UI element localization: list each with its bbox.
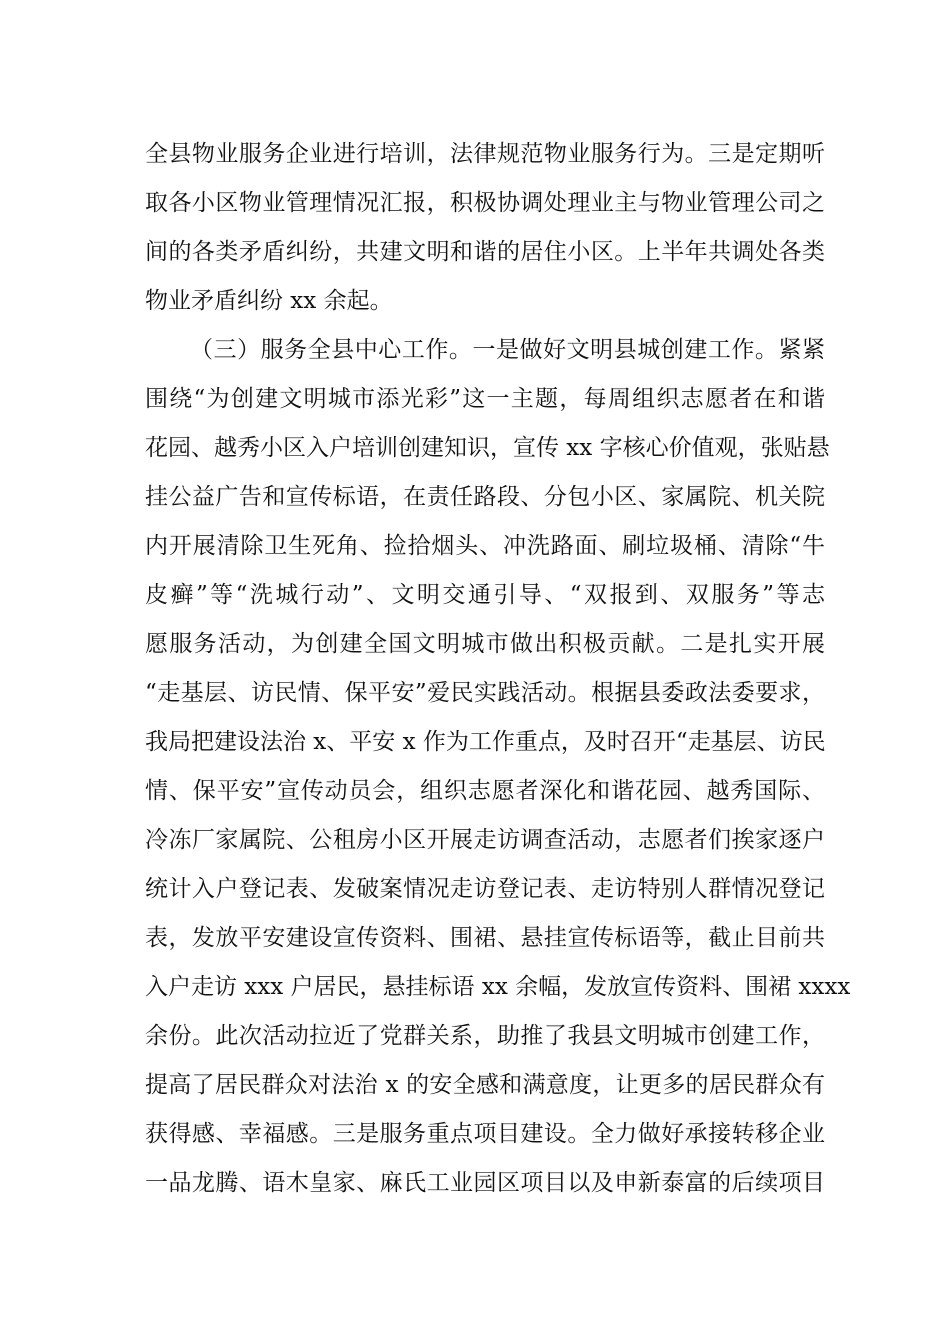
text-line: 入户走访 xxx 户居民，悬挂标语 xx 余幅，发放宣传资料、围裙 xxxx <box>145 974 851 1000</box>
text-line: 愿服务活动，为创建全国文明城市做出积极贡献。二是扎实开展 <box>145 631 825 657</box>
text-line: 提高了居民群众对法治 x 的安全感和满意度，让更多的居民群众有 <box>145 1072 825 1098</box>
text-line: 表，发放平安建设宣传资料、围裙、悬挂宣传标语等，截止目前共 <box>145 925 825 951</box>
text-line: 花园、越秀小区入户培训创建知识，宣传 xx 字核心价值观，张贴悬 <box>145 435 830 461</box>
text-line: 情、保平安”宣传动员会，组织志愿者深化和谐花园、越秀国际、 <box>145 778 825 804</box>
text-line: 围绕“为创建文明城市添光彩”这一主题，每周组织志愿者在和谐 <box>145 386 825 412</box>
text-line: 冷冻厂家属院、公租房小区开展走访调查活动，志愿者们挨家逐户 <box>145 827 825 853</box>
text-line: 我局把建设法治 x、平安 x 作为工作重点，及时召开“走基层、访民 <box>145 729 826 755</box>
text-line: 统计入户登记表、发破案情况走访登记表、走访特别人群情况登记 <box>145 876 825 902</box>
paragraph-first-line: （三）服务全县中心工作。一是做好文明县城创建工作。紧紧 <box>190 337 825 363</box>
text-line: 间的各类矛盾纠纷，共建文明和谐的居住小区。上半年共调处各类 <box>145 239 825 265</box>
text-line: 一品龙腾、语木皇家、麻氏工业园区项目以及申新泰富的后续项目 <box>145 1170 825 1196</box>
text-line: 取各小区物业管理情况汇报，积极协调处理业主与物业管理公司之 <box>145 190 825 216</box>
text-line: 皮癣”等“洗城行动”、文明交通引导、“双报到、双服务”等志 <box>145 582 825 608</box>
text-line: 获得感、幸福感。三是服务重点项目建设。全力做好承接转移企业 <box>145 1121 825 1147</box>
text-line: 物业矛盾纠纷 xx 余起。 <box>145 288 393 314</box>
text-line: “走基层、访民情、保平安”爱民实践活动。根据县委政法委要求， <box>145 680 825 706</box>
text-line: 内开展清除卫生死角、捡拾烟头、冲洗路面、刷垃圾桶、清除“牛 <box>145 533 825 559</box>
text-line: 余份。此次活动拉近了党群关系，助推了我县文明城市创建工作， <box>145 1023 825 1049</box>
text-line: 挂公益广告和宣传标语，在责任路段、分包小区、家属院、机关院 <box>145 484 825 510</box>
text-line: 全县物业服务企业进行培训，法律规范物业服务行为。三是定期听 <box>145 141 825 167</box>
